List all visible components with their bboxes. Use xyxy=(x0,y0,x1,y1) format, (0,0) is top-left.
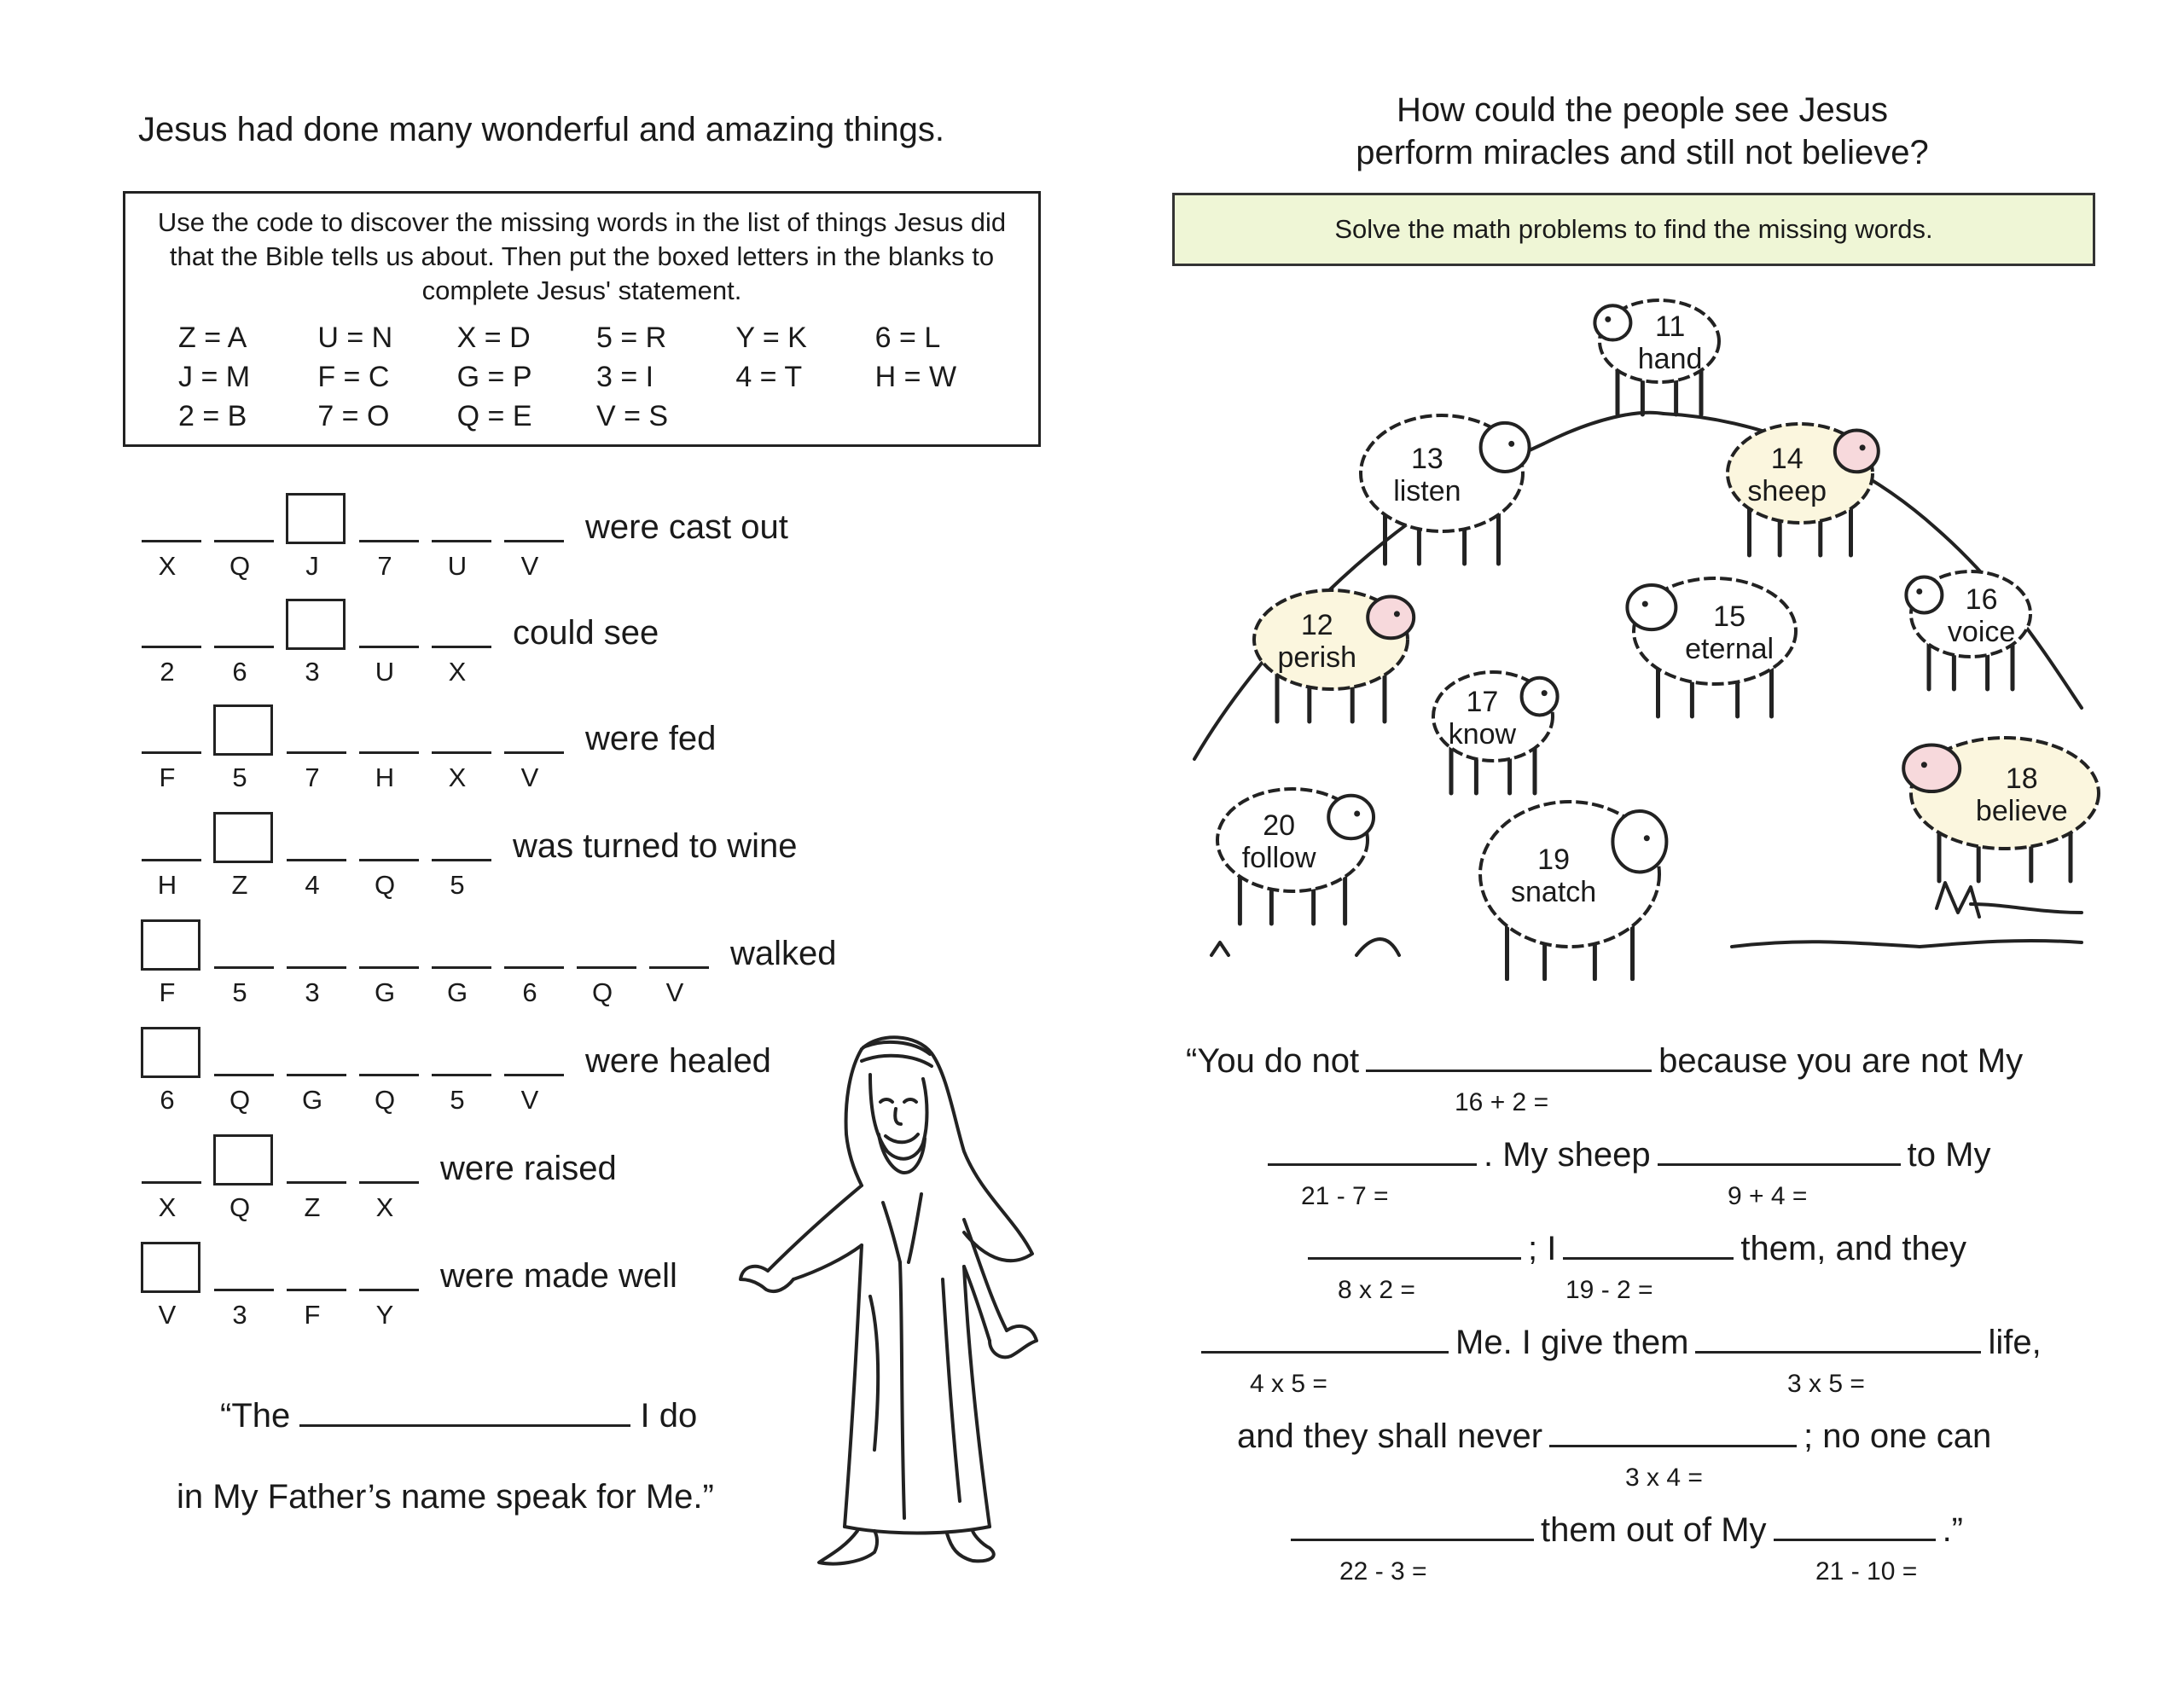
code-symbol: F xyxy=(159,762,176,792)
math-problem: 19 - 2 = xyxy=(1565,1276,1653,1304)
sheep-word: sheep xyxy=(1747,475,1827,507)
quote-line-2: in My Father’s name speak for Me.” xyxy=(177,1478,714,1516)
letter-blank[interactable] xyxy=(359,966,419,969)
answer-blank[interactable] xyxy=(1308,1257,1521,1260)
sheep-number: 16 xyxy=(1965,583,1998,616)
code-symbol: H xyxy=(157,870,177,900)
sheep-number: 18 xyxy=(2005,762,2038,795)
sheep-hand xyxy=(1594,300,1719,415)
code-key xyxy=(178,318,1014,436)
sheep-eye xyxy=(1644,835,1650,841)
answer-blank[interactable] xyxy=(1268,1163,1477,1166)
verse-text: Me. I give them xyxy=(1455,1324,1689,1361)
sheep-number: 19 xyxy=(1537,844,1571,876)
sheep-eye xyxy=(1916,588,1922,594)
letter-blank[interactable] xyxy=(214,646,274,648)
math-problem: 22 - 3 = xyxy=(1339,1557,1427,1586)
sheep-head xyxy=(1612,811,1666,872)
code-key-item: F = C xyxy=(317,361,390,393)
answer-blank[interactable] xyxy=(1658,1163,1901,1166)
code-symbol: V xyxy=(520,762,539,792)
letter-blank[interactable] xyxy=(359,1074,419,1076)
letter-blank[interactable] xyxy=(432,540,491,542)
verse-line xyxy=(1261,1136,1990,1174)
letter-blank[interactable] xyxy=(359,859,419,861)
code-symbol: 6 xyxy=(232,657,247,687)
answer-blank[interactable] xyxy=(1201,1351,1449,1354)
code-symbol: 3 xyxy=(305,657,320,687)
letter-blank[interactable] xyxy=(504,1074,564,1076)
puzzle-text: were raised xyxy=(440,1150,617,1187)
puzzle-text: were fed xyxy=(585,720,717,757)
boxed-letter-slot[interactable] xyxy=(213,1134,273,1186)
sheep-snatch xyxy=(1480,802,1666,979)
answer-blank[interactable] xyxy=(1549,1445,1797,1447)
math-problem: 21 - 10 = xyxy=(1815,1557,1918,1586)
boxed-letter-slot[interactable] xyxy=(213,704,273,756)
code-symbol: 5 xyxy=(232,762,247,792)
code-key-item: U = N xyxy=(317,322,393,354)
code-key-item: Y = K xyxy=(735,322,807,354)
sheep-word: hand xyxy=(1637,343,1703,375)
quote-line-1 xyxy=(220,1397,697,1435)
left-title: Jesus had done many wonderful and amazing things. xyxy=(138,111,945,148)
code-key-item: 2 = B xyxy=(178,400,247,432)
verse-line xyxy=(1284,1511,1963,1550)
verse-line xyxy=(1301,1230,1966,1268)
quote-start: “The xyxy=(220,1397,291,1435)
letter-blank[interactable] xyxy=(287,1181,346,1184)
verse-text: .” xyxy=(1942,1511,1963,1549)
code-symbol: Q xyxy=(374,1085,396,1115)
math-instructions: Solve the math problems to find the missing words. xyxy=(1172,193,2095,266)
code-key-item: Q = E xyxy=(456,400,532,432)
sheep-number: 12 xyxy=(1300,609,1333,641)
letter-blank[interactable] xyxy=(577,966,636,969)
verse-text: ; I xyxy=(1528,1230,1557,1267)
code-symbol: 6 xyxy=(160,1085,175,1115)
code-key-item: J = M xyxy=(178,361,251,393)
code-symbol: X xyxy=(158,1192,177,1222)
math-problem: 3 x 5 = xyxy=(1787,1370,1865,1398)
verse-text: them out of My xyxy=(1541,1511,1767,1549)
puzzle-text: were healed xyxy=(585,1042,771,1080)
letter-blank[interactable] xyxy=(142,646,201,648)
sheep-word: voice xyxy=(1947,616,2016,648)
sheep-follow xyxy=(1217,789,1374,924)
letter-blank[interactable] xyxy=(432,751,491,754)
letter-blank[interactable] xyxy=(287,859,346,861)
code-symbol: U xyxy=(375,657,395,687)
code-key-item: H = W xyxy=(874,361,957,393)
code-symbol: Q xyxy=(229,551,251,581)
letter-blank[interactable] xyxy=(432,646,491,648)
sheep-head xyxy=(1906,577,1942,613)
code-symbol: 3 xyxy=(232,1300,247,1330)
code-symbol: Q xyxy=(591,977,613,1007)
math-problem: 3 x 4 = xyxy=(1625,1464,1703,1492)
code-symbol: Q xyxy=(229,1192,251,1222)
code-symbol: Z xyxy=(231,870,248,900)
answer-blank[interactable] xyxy=(1291,1539,1534,1541)
sheep-know xyxy=(1433,672,1558,793)
letter-blank[interactable] xyxy=(432,966,491,969)
letter-blank[interactable] xyxy=(359,751,419,754)
verse-line xyxy=(1186,1042,2023,1081)
code-symbol: 5 xyxy=(450,870,465,900)
math-problem: 16 + 2 = xyxy=(1455,1088,1549,1116)
verse-line xyxy=(1237,1417,1991,1456)
letter-blank[interactable] xyxy=(649,966,709,969)
quote-end: I do xyxy=(640,1397,698,1435)
sheep-believe xyxy=(1903,738,2099,881)
code-symbol: 4 xyxy=(305,870,320,900)
code-symbol: V xyxy=(158,1300,177,1330)
code-symbol: Y xyxy=(375,1300,394,1330)
code-symbol: V xyxy=(665,977,684,1007)
letter-blank[interactable] xyxy=(504,751,564,754)
letter-blank[interactable] xyxy=(504,540,564,542)
letter-blank[interactable] xyxy=(214,966,274,969)
sheep-word: perish xyxy=(1277,641,1357,674)
letter-blank[interactable] xyxy=(359,1289,419,1291)
code-symbol: X xyxy=(448,657,467,687)
boxed-letter-slot[interactable] xyxy=(141,1027,200,1078)
sheep-eye xyxy=(1354,811,1360,817)
code-box xyxy=(123,191,1041,447)
answer-blank[interactable] xyxy=(1563,1257,1734,1260)
code-symbol: 3 xyxy=(305,977,320,1007)
letter-blank[interactable] xyxy=(142,540,201,542)
verse-text: . My sheep xyxy=(1484,1136,1651,1174)
jesus-illustration xyxy=(734,1023,1049,1586)
sheep-voice xyxy=(1906,571,2030,689)
code-symbol: H xyxy=(375,762,395,792)
letter-blank[interactable] xyxy=(287,1074,346,1076)
code-symbol: F xyxy=(304,1300,321,1330)
sheep-eye xyxy=(1394,611,1400,617)
verse-line xyxy=(1194,1324,2042,1362)
code-key-item: V = S xyxy=(595,400,669,432)
letter-blank[interactable] xyxy=(359,646,419,648)
boxed-letter-slot[interactable] xyxy=(286,599,346,650)
letter-blank[interactable] xyxy=(432,859,491,861)
code-symbol: J xyxy=(305,551,319,581)
verse-text: them, and they xyxy=(1740,1230,1966,1267)
sheep-eye xyxy=(1508,441,1514,447)
answer-blank[interactable] xyxy=(1774,1539,1936,1541)
math-problem: 4 x 5 = xyxy=(1250,1370,1327,1398)
puzzle-text: could see xyxy=(513,614,659,652)
letter-blank[interactable] xyxy=(432,1074,491,1076)
answer-blank[interactable] xyxy=(1366,1070,1652,1072)
verse-text: because you are not My xyxy=(1658,1042,2024,1080)
code-symbol: Q xyxy=(229,1085,251,1115)
letter-blank[interactable] xyxy=(214,540,274,542)
boxed-letter-slot[interactable] xyxy=(286,493,346,544)
letter-blank[interactable] xyxy=(214,1289,274,1291)
code-symbol: 2 xyxy=(160,657,175,687)
code-symbol: U xyxy=(447,551,468,581)
sheep-head xyxy=(1903,745,1960,791)
sheep-head xyxy=(1594,305,1630,339)
sheep-perish xyxy=(1254,590,1414,722)
code-symbol: G xyxy=(446,977,468,1007)
sheep-eternal xyxy=(1627,578,1796,716)
sheep-number: 13 xyxy=(1410,443,1443,475)
boxed-letter-slot[interactable] xyxy=(141,919,200,971)
right-title-line-1: How could the people see Jesus xyxy=(1397,91,1888,129)
sheep-head xyxy=(1835,431,1879,472)
code-symbol: 7 xyxy=(305,762,320,792)
sheep-number: 15 xyxy=(1713,600,1746,633)
code-symbol: X xyxy=(448,762,467,792)
sheep-number: 20 xyxy=(1263,809,1296,842)
sheep-word: snatch xyxy=(1511,876,1597,908)
sheep-head xyxy=(1328,796,1374,838)
answer-blank[interactable] xyxy=(1695,1351,1981,1354)
code-key-item: 6 = L xyxy=(874,322,941,354)
code-key-item: 3 = I xyxy=(595,361,654,393)
sheep-number: 11 xyxy=(1654,310,1686,343)
boxed-letter-slot[interactable] xyxy=(213,812,273,863)
letter-blank[interactable] xyxy=(287,751,346,754)
code-symbol: V xyxy=(520,1085,539,1115)
code-key-item: Z = A xyxy=(178,322,247,354)
code-symbol: X xyxy=(375,1192,394,1222)
math-problem: 21 - 7 = xyxy=(1301,1182,1389,1210)
sheep-word: listen xyxy=(1393,475,1461,507)
math-problem: 8 x 2 = xyxy=(1338,1276,1415,1304)
code-symbol: G xyxy=(374,977,396,1007)
code-symbol: X xyxy=(158,551,177,581)
code-instructions: Use the code to discover the missing words in the list of things Jesus did that the Bible tells us about. Then put the boxed letters in the blanks to complete Jesus' statement. xyxy=(157,207,1007,305)
sheep-word: believe xyxy=(1975,795,2068,827)
math-problem: 9 + 4 = xyxy=(1728,1182,1808,1210)
verse-text: ; no one can xyxy=(1804,1417,1992,1455)
code-symbol: 7 xyxy=(377,551,392,581)
code-symbol: G xyxy=(301,1085,323,1115)
sheep-head xyxy=(1481,423,1530,472)
sheep-group xyxy=(1217,300,2099,979)
boxed-letter-slot[interactable] xyxy=(141,1242,200,1293)
code-symbol: 5 xyxy=(450,1085,465,1115)
puzzle-text: walked xyxy=(730,935,837,972)
sheep-head xyxy=(1522,678,1558,716)
code-symbol: 5 xyxy=(232,977,247,1007)
code-key-item: G = P xyxy=(456,361,532,393)
letter-blank[interactable] xyxy=(142,859,201,861)
sheep-listen xyxy=(1361,415,1530,564)
quote-blank[interactable] xyxy=(299,1424,630,1427)
sheep-word: eternal xyxy=(1685,633,1774,665)
code-key-item: 4 = T xyxy=(735,361,803,393)
code-key-item: 5 = R xyxy=(595,322,667,354)
puzzle-text: were made well xyxy=(440,1257,677,1295)
right-title xyxy=(1237,89,2048,174)
verse-text: “You do not xyxy=(1186,1042,1360,1080)
letter-blank[interactable] xyxy=(359,540,419,542)
sheep-word: know xyxy=(1448,718,1517,751)
verse-text: to My xyxy=(1907,1136,1991,1174)
sheep-eye xyxy=(1860,444,1866,450)
letter-blank[interactable] xyxy=(214,1074,274,1076)
letter-blank[interactable] xyxy=(142,1181,201,1184)
code-symbol: 6 xyxy=(522,977,537,1007)
verse-text: life, xyxy=(1988,1324,2042,1361)
sheep-number: 14 xyxy=(1770,443,1804,475)
letter-blank[interactable] xyxy=(287,1289,346,1291)
right-title-line-2: perform miracles and still not believe? xyxy=(1356,134,1929,171)
sheep-word: follow xyxy=(1241,842,1316,874)
code-symbol: Q xyxy=(374,870,396,900)
code-symbol: Z xyxy=(304,1192,321,1222)
sheep-eye xyxy=(1605,316,1611,322)
sheep-head xyxy=(1627,585,1676,629)
sheep-head xyxy=(1368,597,1414,639)
code-key-item: 7 = O xyxy=(317,400,390,432)
sheep-number: 17 xyxy=(1466,686,1499,718)
letter-blank[interactable] xyxy=(142,751,201,754)
puzzle-text: was turned to wine xyxy=(513,827,798,865)
sheep-eye xyxy=(1642,601,1648,607)
code-key-item: X = D xyxy=(456,322,531,354)
letter-blank[interactable] xyxy=(504,966,564,969)
verse-text: and they shall never xyxy=(1237,1417,1543,1455)
code-symbol: F xyxy=(159,977,176,1007)
code-symbol: V xyxy=(520,551,539,581)
letter-blank[interactable] xyxy=(287,966,346,969)
sheep-eye xyxy=(1542,690,1548,696)
letter-blank[interactable] xyxy=(359,1181,419,1184)
sheep-illustration xyxy=(1186,281,2107,981)
sheep-sheep xyxy=(1728,424,1879,555)
sheep-eye xyxy=(1921,762,1927,768)
puzzle-text: were cast out xyxy=(585,508,788,546)
